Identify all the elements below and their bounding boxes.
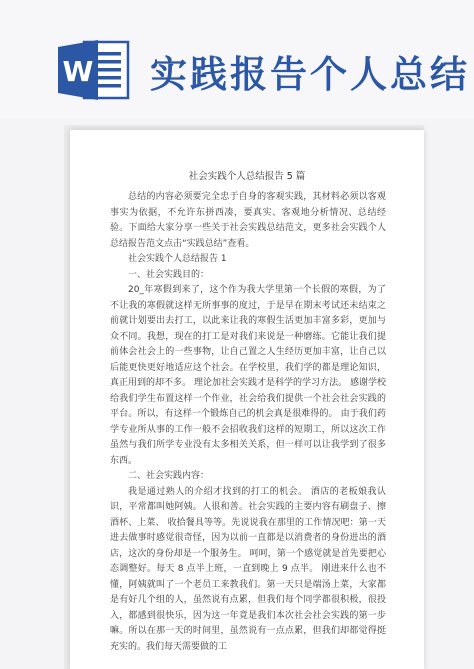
document-body [110, 190, 386, 655]
paragraph-report-heading: 社会实践个人总结报告 1 [128, 254, 227, 264]
paragraph-section-2-body: 我是通过熟人的介绍才找到的打工的机会。 酒店的老板娘我认识，平常都叫她阿姨。人很和善。社会实践的主要内容有刷盘子、擦酒杯、上菜、 收拾餐具等等。先说说我在那里的工作情况吧：第一天进去做事时感觉很奇怪，因为以前一直都是以消费者的身份进出的酒店，这次的身份却是一个服务生。 呵呵，第一个感觉就是首先要把心态调整好。每天 8 点半上班，一直到晚上 9 点半。 刚进来什么也不懂，阿姨就叫了一个老员工来教我们。第一天只是端汤上菜，大家都是有好几个组的人，虽然说有点累，但我们每个同学都很积极，很投入，都感到很快乐，因为这一年竟是我们本次社会社会实践的第一步嘛。所以在那一天的时间里，虽然说有一点点累，但我们却都觉得挺充实的。我们每天需要做的工 [110, 486, 386, 652]
banner-title: 实践报告个人总结 [150, 52, 470, 96]
paragraph-intro: 总结的内容必须要完全忠于自身的客观实践，其材料必须以客观事实为依据，不允许东拼西凑，要真实、客观地分析情况、总结经验。下面给大家分享一些关于社会实践总结范文，更多社会实践个人总结报告范文点击“实践总结”查看。 [110, 192, 386, 249]
document-page [70, 130, 424, 669]
document-title: 社会实践个人总结报告 5 篇 [188, 171, 306, 182]
paragraph-section-1-heading: 一、社会实践目的： [128, 269, 210, 280]
paragraph-section-1-body: 20_年寒假到来了，这个作为我大学里第一个长假的寒假，为了不让我的寒假就这样无所事事的度过，于是早在期末考试还未结束之前就计划要出去打工，以此来让我的寒假生活更加丰富多彩，更加与众不同。我想，现在的打工是对我们来说是一种磨练。它能让我们提前体会社会上的一些事物，让自己置之人生经历更加丰富，让自己以后能更快更好地适应这个社会。在学校里，我们学的都是理论知识，真正用到的却不多。 理论加社会实践才是科学的学习方法。 感谢学校给我们学生布置这样一个作业，社会给我们提供一个社会社会实践的平台。所以，有这样一个锻炼自己的机会真是很难得的。 由于我们药学专业所从事的工作一般不会招收我们这样的短期工，所以这次工作虽然与我们所学专业没有太多相关关系，但一样可以让我学到了很多东西。 [110, 285, 386, 466]
word-icon-letter: W [62, 55, 94, 88]
header-banner [0, 0, 474, 118]
word-document-icon [58, 38, 130, 102]
paragraph-section-2-heading: 二、社会实践内容： [128, 471, 210, 481]
